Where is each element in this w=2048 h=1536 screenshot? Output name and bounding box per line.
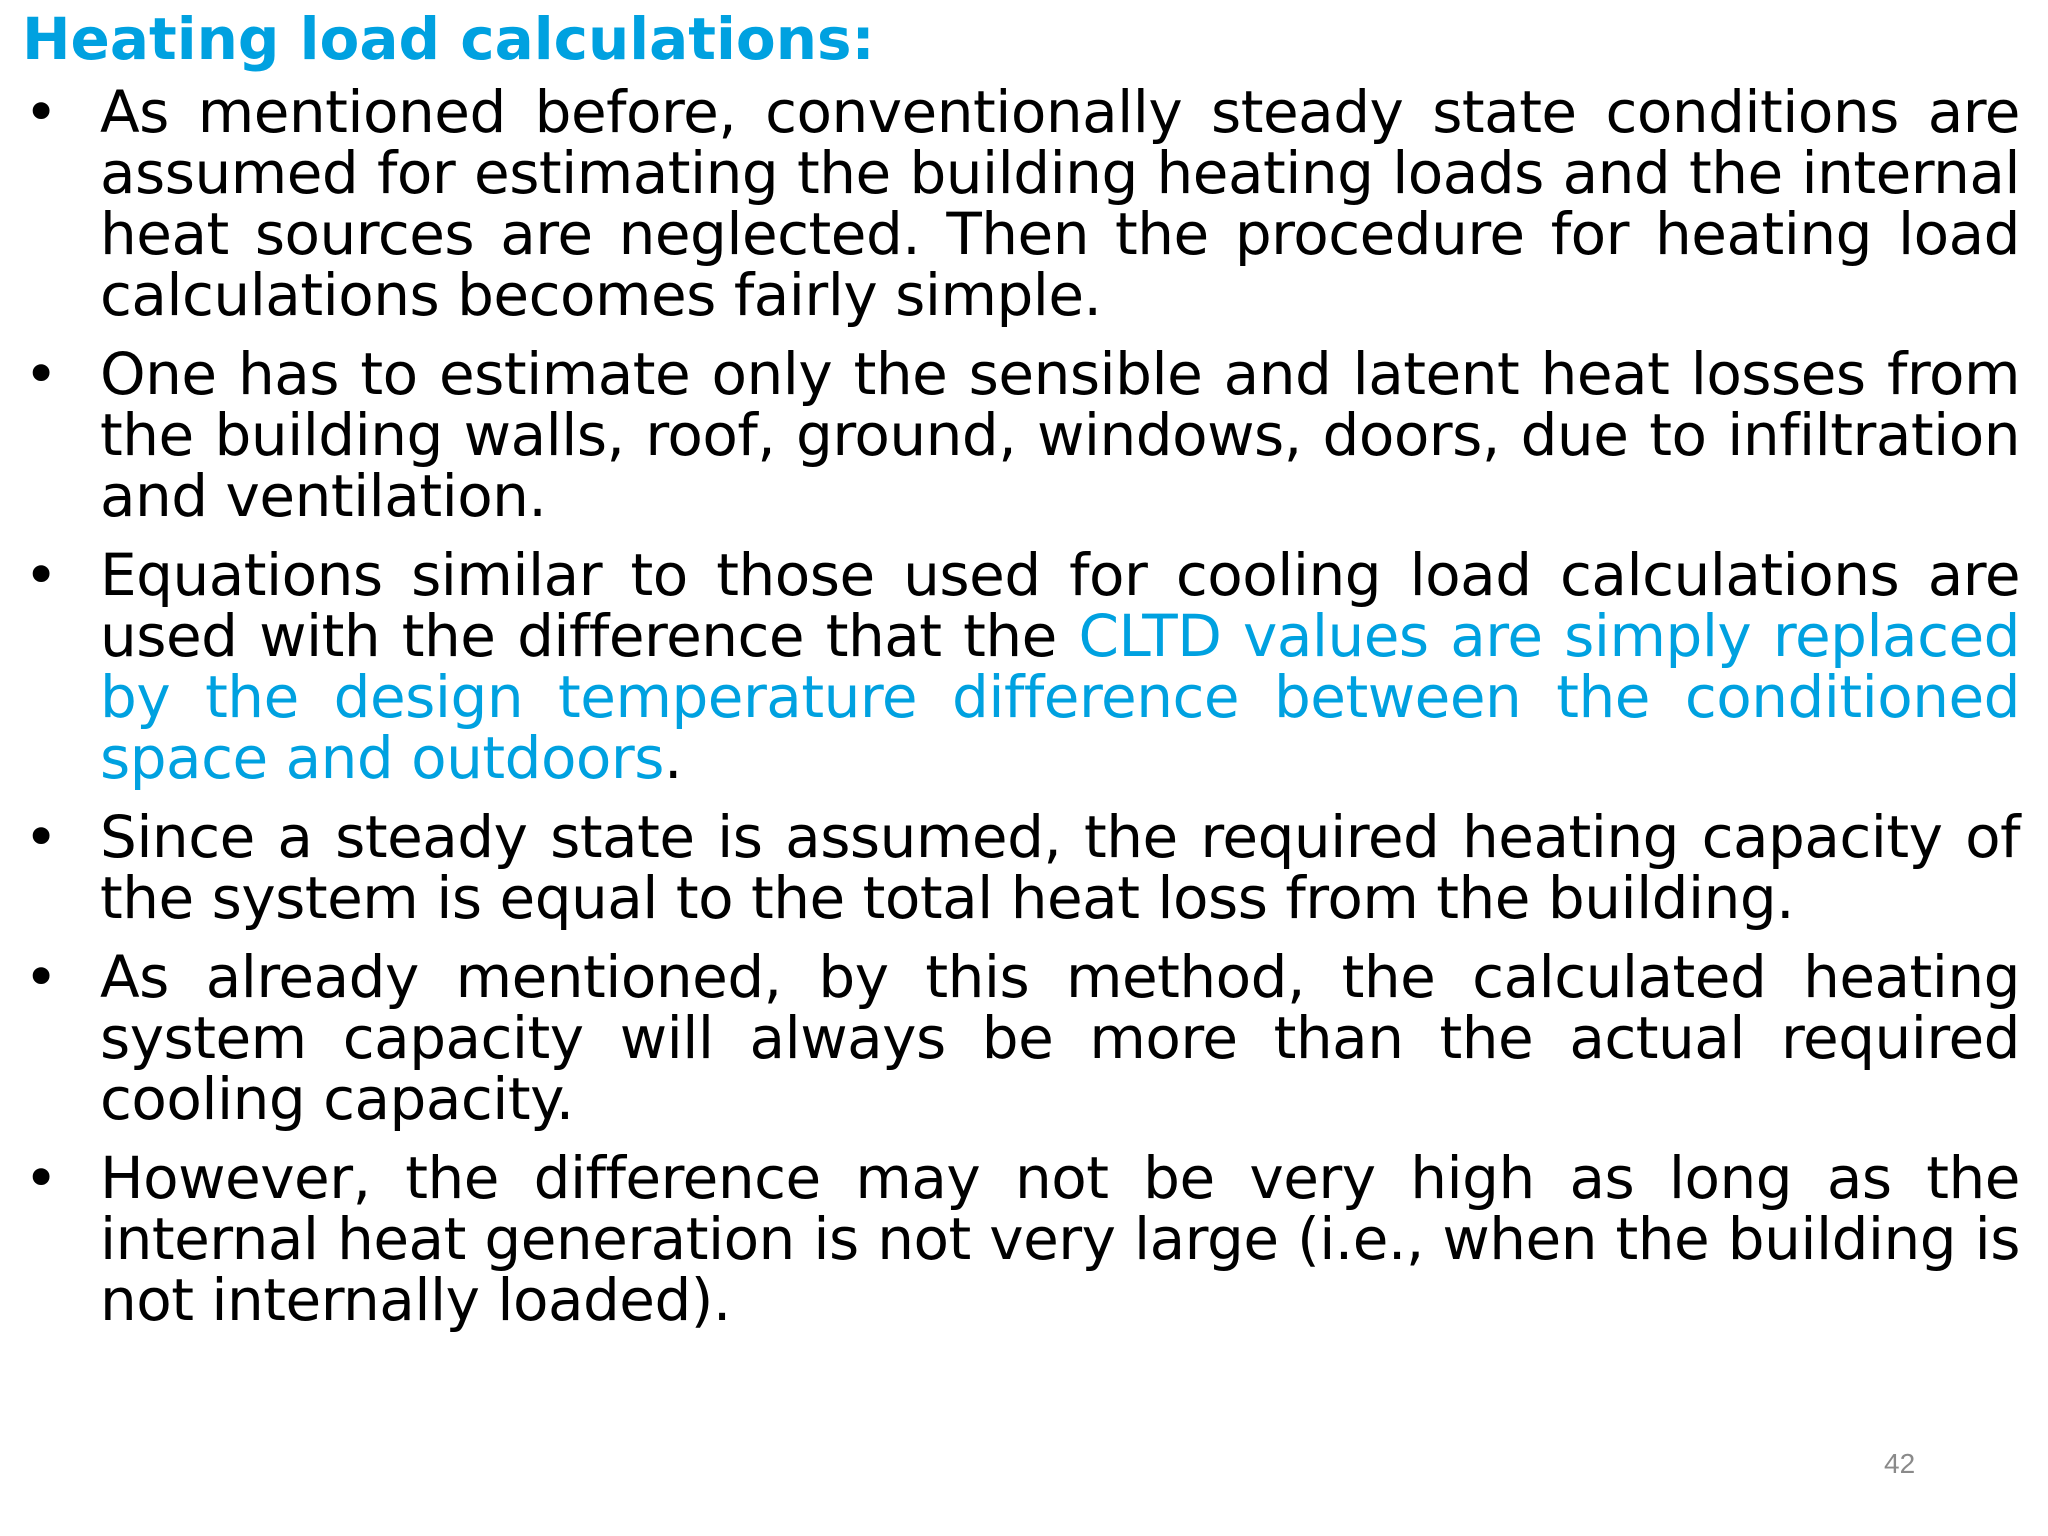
slide-title: Heating load calculations: <box>22 5 875 73</box>
bullet-item <box>24 803 2020 932</box>
highlighted-text: CLTD values are simply replaced by the design temperature difference between the conditioned space and outdoors <box>100 602 2020 792</box>
bullet-item <box>24 78 2020 329</box>
bullet-text: One has to estimate only the sensible and latent heat losses from the building walls, roof, ground, windows, doors, due to infiltration and ventilation. <box>100 340 2020 530</box>
bullet-text: As already mentioned, by this method, the calculated heating system capacity will always be more than the actual required cooling capacity. <box>100 943 2020 1133</box>
bullet-list <box>24 78 2020 1349</box>
bullet-text: However, the difference may not be very high as long as the internal heat generation is not very large (i.e., when the building is not internally loaded). <box>100 1144 2020 1334</box>
page-number: 42 <box>1884 1448 1916 1479</box>
bullet-item <box>24 541 2020 792</box>
bullet-text: As mentioned before, conventionally steady state conditions are assumed for estimating the building heating loads and the internal heat sources are neglected. Then the procedure for heating load calculations becomes fairly simple. <box>100 78 2020 329</box>
bullet-item <box>24 340 2020 530</box>
bullet-item <box>24 1144 2020 1334</box>
bullet-text-end: . <box>663 724 682 792</box>
bullet-item <box>24 943 2020 1133</box>
bullet-text: Equations similar to those used for cooling load calculations are used with the difference that the <box>100 541 2020 670</box>
bullet-text: Since a steady state is assumed, the required heating capacity of the system is equal to the total heat loss from the building. <box>100 803 2020 932</box>
